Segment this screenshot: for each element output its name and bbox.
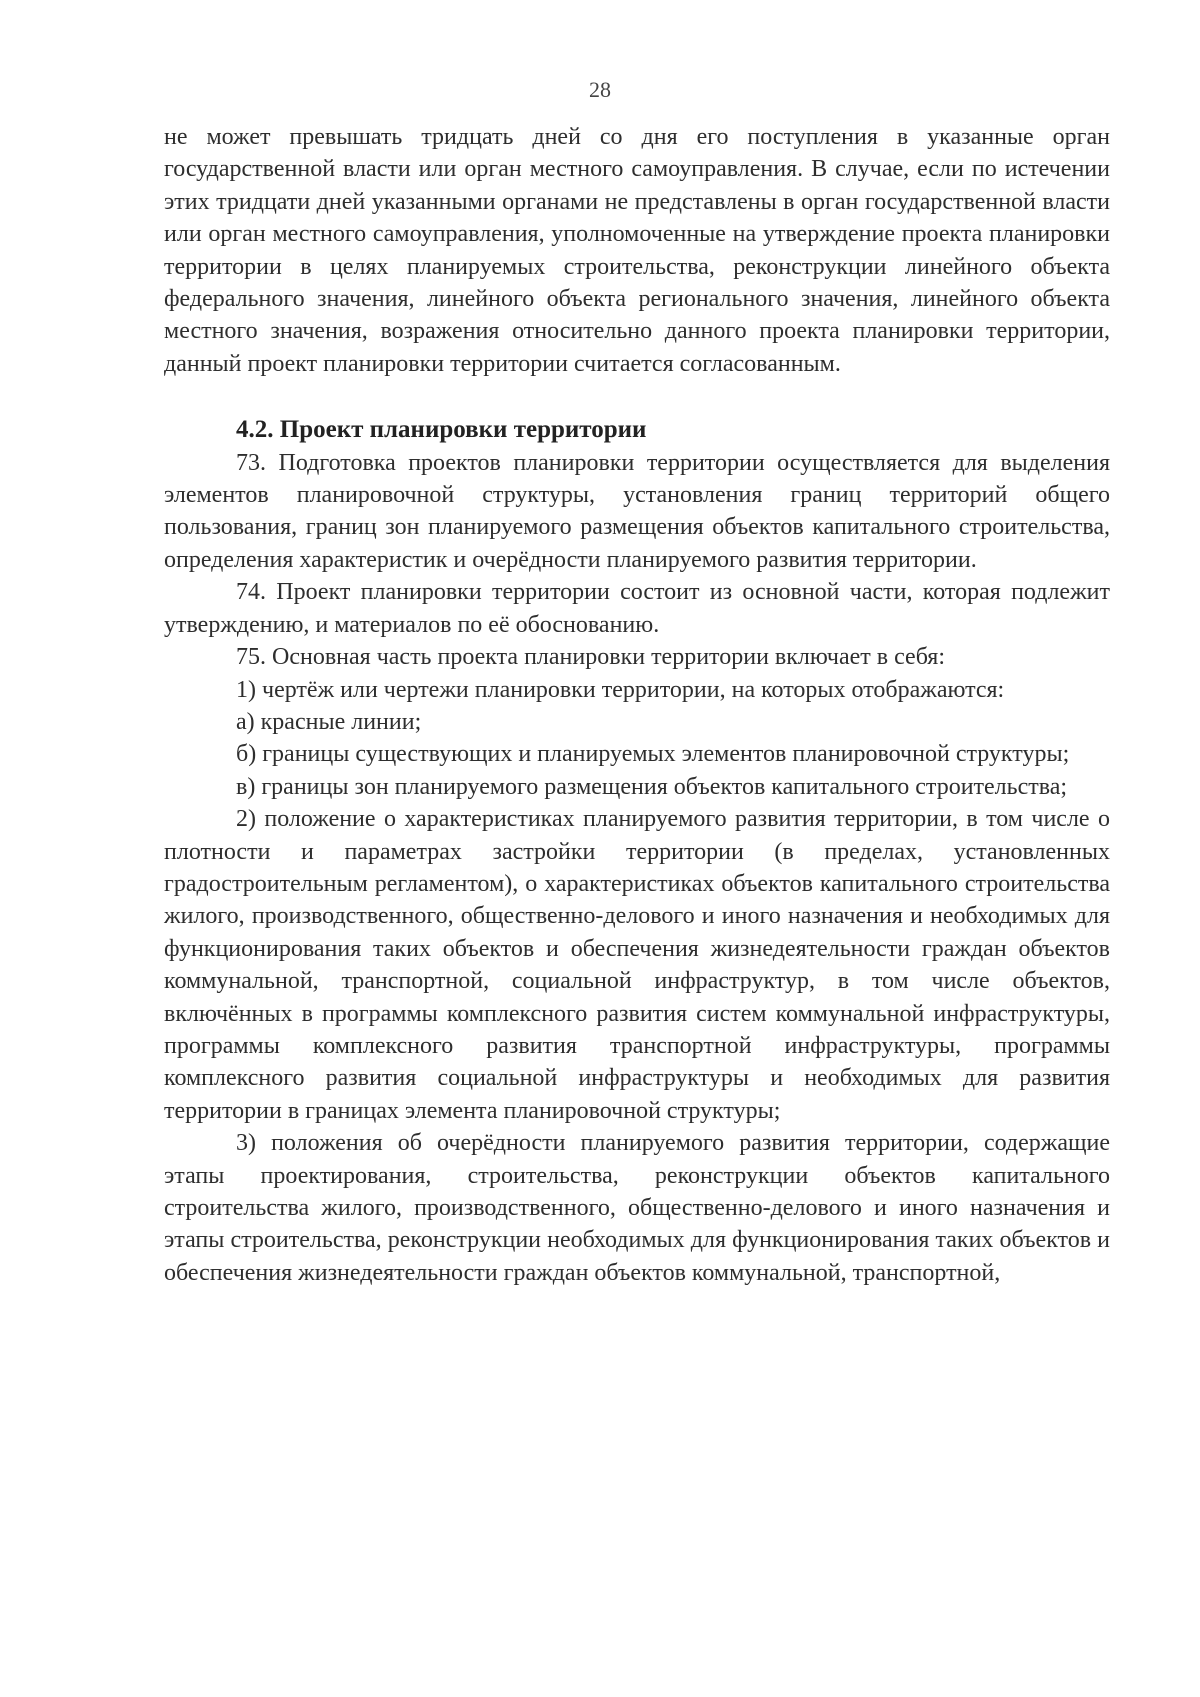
list-item-a: а) красные линии; — [236, 708, 422, 735]
paragraph-continuation: не может превышать тридцать дней со дня его поступления в указанные орган государственной власти или орган местного самоуправления. В случае, если по истечении этих тридцати дней указанными органами не представлены в орган государственной власти или орган местного самоуправления, уполномоченные на утверждение проекта планировки территории в целях планируемых строительства, реконструкции линейного объекта федерального значения, линейного объекта регионального значения, линейного объекта местного значения, возражения относительно данного проекта планировки территории, данный проект планировки территории считается согласованным. — [164, 124, 1110, 377]
section-heading: 4.2. Проект планировки территории — [236, 416, 647, 444]
paragraph-75: 75. Основная часть проекта планировки территории включает в себя: — [236, 644, 946, 671]
list-item-v: в) границы зон планируемого размещения объектов капитального строительства; — [236, 773, 1068, 800]
document-body — [164, 121, 1110, 1289]
paragraph-73: 73. Подготовка проектов планировки территории осуществляется для выделения элементов планировочной структуры, установления границ территорий общего пользования, границ зон планируемого размещения объектов капитального строительства, определения характеристик и очерёдности планируемого развития территории. — [164, 449, 1110, 573]
list-item-2: 2) положение о характеристиках планируемого развития территории, в том числе о плотности и параметрах застройки территории (в пределах, установленных градостроительным регламентом), о характеристиках объектов капитального строительства жилого, производственного, общественно-делового и иного назначения и необходимых для функционирования таких объектов и обеспечения жизнедеятельности граждан объектов коммунальной, транспортной, социальной инфраструктур, в том числе объектов, включённых в программы комплексного развития систем коммунальной инфраструктуры, программы комплексного развития транспортной инфраструктуры, программы комплексного развития социальной инфраструктуры и необходимых для развития территории в границах элемента планировочной структуры; — [164, 806, 1110, 1124]
paragraph-74: 74. Проект планировки территории состоит из основной части, которая подлежит утверждению, и материалов по её обоснованию. — [164, 579, 1110, 638]
page-number: 28 — [589, 77, 611, 102]
list-item-b: б) границы существующих и планируемых элементов планировочной структуры; — [236, 741, 1070, 768]
list-item-1: 1) чертёж или чертежи планировки территории, на которых отображаются: — [236, 676, 1005, 703]
list-item-3: 3) положения об очерёдности планируемого развития территории, содержащие этапы проектирования, строительства, реконструкции объектов капитального строительства жилого, производственного, общественно-делового и иного назначения и этапы строительства, реконструкции необходимых для функционирования таких объектов и обеспечения жизнедеятельности граждан объектов коммунальной, транспортной, — [164, 1130, 1110, 1286]
